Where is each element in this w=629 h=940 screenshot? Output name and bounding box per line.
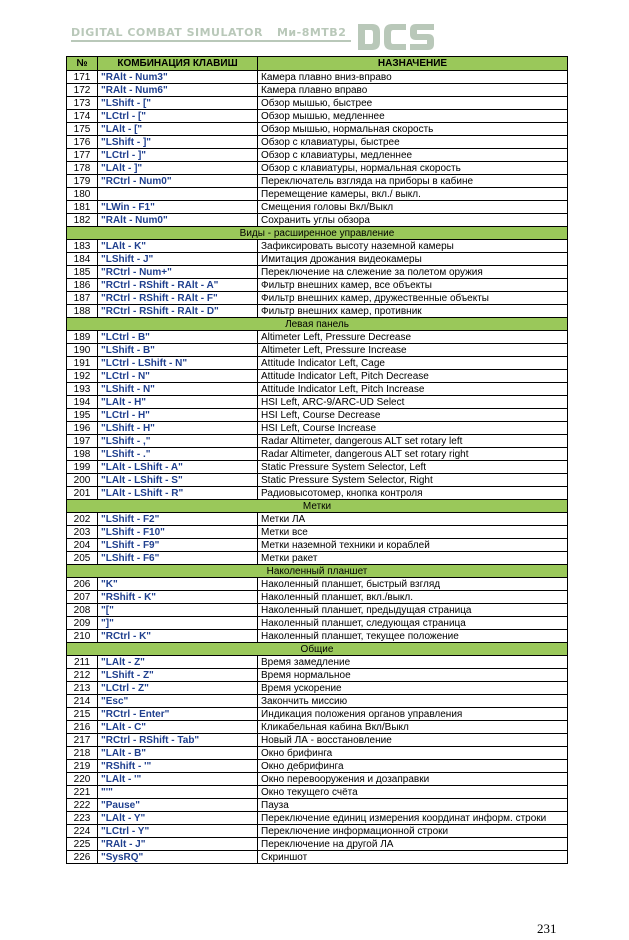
column-header-number: № (67, 57, 98, 71)
table-row (67, 110, 568, 123)
table-row (67, 825, 568, 838)
row-number: 202 (67, 513, 98, 526)
key-combination: "LAlt - LShift - R" (98, 487, 258, 500)
key-combination: "RCtrl - Enter" (98, 708, 258, 721)
key-combination: "'" (98, 786, 258, 799)
section-header-row (67, 227, 568, 240)
key-combination: "RAlt - Num0" (98, 214, 258, 227)
row-description: Камера плавно вправо (258, 84, 568, 97)
key-combination: "LShift - N" (98, 383, 258, 396)
row-description: Фильтр внешних камер, все объекты (258, 279, 568, 292)
row-description: HSI Left, ARC-9/ARC-UD Select (258, 396, 568, 409)
table-row (67, 474, 568, 487)
row-description: Attitude Indicator Left, Cage (258, 357, 568, 370)
row-description: Static Pressure System Selector, Right (258, 474, 568, 487)
key-combination: "RCtrl - RShift - RAlt - F" (98, 292, 258, 305)
row-number: 210 (67, 630, 98, 643)
table-row (67, 760, 568, 773)
table-row (67, 292, 568, 305)
row-number: 186 (67, 279, 98, 292)
document-header (71, 26, 346, 39)
table-row (67, 162, 568, 175)
row-number: 217 (67, 734, 98, 747)
key-combination: "LShift - ." (98, 448, 258, 461)
key-combination: "LAlt - C" (98, 721, 258, 734)
key-combination: "RAlt - Num6" (98, 84, 258, 97)
row-number: 198 (67, 448, 98, 461)
row-description: Имитация дрожания видеокамеры (258, 253, 568, 266)
row-description: Наколенный планшет, быстрый взгляд (258, 578, 568, 591)
table-row (67, 695, 568, 708)
table-row (67, 123, 568, 136)
row-number: 220 (67, 773, 98, 786)
table-row (67, 604, 568, 617)
row-description: Наколенный планшет, вкл./выкл. (258, 591, 568, 604)
table-row (67, 71, 568, 84)
header-rule (71, 40, 351, 42)
table-row (67, 136, 568, 149)
dcs-logo (356, 22, 436, 52)
table-row (67, 383, 568, 396)
row-description: Скриншот (258, 851, 568, 864)
table-row (67, 266, 568, 279)
row-description: Radar Altimeter, dangerous ALT set rotary left (258, 435, 568, 448)
key-combination: "K" (98, 578, 258, 591)
key-combination: "RCtrl - K" (98, 630, 258, 643)
row-description: Новый ЛА - восстановление (258, 734, 568, 747)
header-subtitle: Ми-8МТВ2 (276, 26, 347, 39)
row-number: 200 (67, 474, 98, 487)
table-row (67, 552, 568, 565)
key-combination: "LShift - Z" (98, 669, 258, 682)
row-description: Пауза (258, 799, 568, 812)
row-number: 219 (67, 760, 98, 773)
table-row (67, 253, 568, 266)
row-description: Фильтр внешних камер, дружественные объекты (258, 292, 568, 305)
key-combination: "LShift - H" (98, 422, 258, 435)
row-number: 174 (67, 110, 98, 123)
row-number: 171 (67, 71, 98, 84)
table-row (67, 409, 568, 422)
key-combination: "LAlt - H" (98, 396, 258, 409)
table-row (67, 396, 568, 409)
row-number: 203 (67, 526, 98, 539)
row-description: Radar Altimeter, dangerous ALT set rotary right (258, 448, 568, 461)
row-number: 176 (67, 136, 98, 149)
table-row (67, 448, 568, 461)
key-combination: "LAlt - ]" (98, 162, 258, 175)
row-number: 205 (67, 552, 98, 565)
table-row (67, 149, 568, 162)
row-description: Время нормальное (258, 669, 568, 682)
header-title: DIGITAL COMBAT SIMULATOR (71, 26, 263, 39)
row-number: 178 (67, 162, 98, 175)
table-row (67, 188, 568, 201)
row-description: Переключение на слежение за полетом оружия (258, 266, 568, 279)
key-combination: "LAlt - LShift - S" (98, 474, 258, 487)
page-number: 231 (537, 921, 557, 936)
row-number: 194 (67, 396, 98, 409)
row-description: Окно перевооружения и дозаправки (258, 773, 568, 786)
section-header-row (67, 318, 568, 331)
row-number: 173 (67, 97, 98, 110)
row-description: Обзор мышью, медленнее (258, 110, 568, 123)
column-header-key-combination: КОМБИНАЦИЯ КЛАВИШ (98, 57, 258, 71)
key-combination: "RCtrl - Num+" (98, 266, 258, 279)
key-combination: "Esc" (98, 695, 258, 708)
row-description: Метки ЛА (258, 513, 568, 526)
table-row (67, 97, 568, 110)
key-combination: "]" (98, 617, 258, 630)
key-combination: "LCtrl - ]" (98, 149, 258, 162)
row-number: 172 (67, 84, 98, 97)
key-combination: "LAlt - Y" (98, 812, 258, 825)
row-description: Смещения головы Вкл/Выкл (258, 201, 568, 214)
table-row (67, 201, 568, 214)
row-number: 211 (67, 656, 98, 669)
row-number: 225 (67, 838, 98, 851)
key-combination: "LShift - F9" (98, 539, 258, 552)
section-title: Общие (67, 643, 568, 656)
table-row (67, 786, 568, 799)
row-number: 222 (67, 799, 98, 812)
key-combination: "LShift - F10" (98, 526, 258, 539)
table-row (67, 539, 568, 552)
row-description: Attitude Indicator Left, Pitch Decrease (258, 370, 568, 383)
table-row (67, 422, 568, 435)
key-combination: "LAlt - Z" (98, 656, 258, 669)
row-description: Окно дебрифинга (258, 760, 568, 773)
row-number: 188 (67, 305, 98, 318)
section-title: Метки (67, 500, 568, 513)
key-combination: "SysRQ" (98, 851, 258, 864)
row-number: 185 (67, 266, 98, 279)
table-row (67, 344, 568, 357)
row-description: Переключатель взгляда на приборы в кабине (258, 175, 568, 188)
table-row (67, 812, 568, 825)
key-combination: "LCtrl - N" (98, 370, 258, 383)
row-description: Зафиксировать высоту наземной камеры (258, 240, 568, 253)
table-row (67, 721, 568, 734)
row-number: 180 (67, 188, 98, 201)
row-number: 209 (67, 617, 98, 630)
table-row (67, 331, 568, 344)
section-header-row (67, 565, 568, 578)
row-number: 189 (67, 331, 98, 344)
row-description: Static Pressure System Selector, Left (258, 461, 568, 474)
row-number: 184 (67, 253, 98, 266)
section-title: Виды - расширенное управление (67, 227, 568, 240)
key-combination: "Pause" (98, 799, 258, 812)
row-description: Наколенный планшет, следующая страница (258, 617, 568, 630)
row-number: 195 (67, 409, 98, 422)
row-number: 197 (67, 435, 98, 448)
section-header-row (67, 643, 568, 656)
table-row (67, 591, 568, 604)
row-number: 218 (67, 747, 98, 760)
table-row (67, 240, 568, 253)
table-header-row (67, 57, 568, 71)
key-combination: "LShift - B" (98, 344, 258, 357)
table-body (67, 71, 568, 864)
table-row (67, 669, 568, 682)
row-description: Переключение информационной строки (258, 825, 568, 838)
row-description: Переключение на другой ЛА (258, 838, 568, 851)
table-row (67, 305, 568, 318)
key-combination: "[" (98, 604, 258, 617)
table-row (67, 708, 568, 721)
key-combination: "RAlt - J" (98, 838, 258, 851)
table-row (67, 838, 568, 851)
row-number: 213 (67, 682, 98, 695)
key-combination: "LCtrl - Z" (98, 682, 258, 695)
table-row (67, 799, 568, 812)
row-description: Время замедление (258, 656, 568, 669)
key-combination: "LShift - ," (98, 435, 258, 448)
row-number: 192 (67, 370, 98, 383)
row-description: Наколенный планшет, предыдущая страница (258, 604, 568, 617)
key-combination: "LAlt - B" (98, 747, 258, 760)
row-description: Время ускорение (258, 682, 568, 695)
table-row (67, 682, 568, 695)
key-combination: "LAlt - LShift - A" (98, 461, 258, 474)
key-combination: "RCtrl - RShift - RAlt - D" (98, 305, 258, 318)
row-number: 179 (67, 175, 98, 188)
row-number: 226 (67, 851, 98, 864)
row-description: Обзор с клавиатуры, нормальная скорость (258, 162, 568, 175)
row-description: Фильтр внешних камер, противник (258, 305, 568, 318)
row-number: 206 (67, 578, 98, 591)
row-number: 214 (67, 695, 98, 708)
row-description: Обзор с клавиатуры, медленнее (258, 149, 568, 162)
row-number: 223 (67, 812, 98, 825)
row-number: 183 (67, 240, 98, 253)
table-row (67, 357, 568, 370)
row-description: Закончить миссию (258, 695, 568, 708)
column-header-description: НАЗНАЧЕНИЕ (258, 57, 568, 71)
row-description: Обзор мышью, нормальная скорость (258, 123, 568, 136)
row-number: 215 (67, 708, 98, 721)
table-row (67, 461, 568, 474)
row-number: 221 (67, 786, 98, 799)
row-number: 193 (67, 383, 98, 396)
key-combination: "LShift - F2" (98, 513, 258, 526)
row-number: 224 (67, 825, 98, 838)
key-combination: "LAlt - K" (98, 240, 258, 253)
row-description: Радиовысотомер, кнопка контроля (258, 487, 568, 500)
section-header-row (67, 500, 568, 513)
table-row (67, 773, 568, 786)
key-combination: "RShift - '" (98, 760, 258, 773)
key-combination: "RShift - K" (98, 591, 258, 604)
row-number: 175 (67, 123, 98, 136)
row-description: Сохранить углы обзора (258, 214, 568, 227)
row-number: 212 (67, 669, 98, 682)
key-combination: "LCtrl - H" (98, 409, 258, 422)
row-description: Перемещение камеры, вкл./ выкл. (258, 188, 568, 201)
table-row (67, 370, 568, 383)
row-description: Окно текущего счёта (258, 786, 568, 799)
key-combination: "LCtrl - Y" (98, 825, 258, 838)
row-description: Метки наземной техники и кораблей (258, 539, 568, 552)
key-combination: "LAlt - [" (98, 123, 258, 136)
row-description: Attitude Indicator Left, Pitch Increase (258, 383, 568, 396)
row-description: Индикация положения органов управления (258, 708, 568, 721)
table-row (67, 84, 568, 97)
key-combination: "RCtrl - RShift - Tab" (98, 734, 258, 747)
row-description: Наколенный планшет, текущее положение (258, 630, 568, 643)
key-combination: "LShift - F6" (98, 552, 258, 565)
key-combination: "LAlt - '" (98, 773, 258, 786)
row-number: 201 (67, 487, 98, 500)
row-description: Переключение единиц измерения координат информ. строки (258, 812, 568, 825)
table-row (67, 526, 568, 539)
key-combination: "LShift - [" (98, 97, 258, 110)
row-number: 190 (67, 344, 98, 357)
row-number: 177 (67, 149, 98, 162)
key-combination (98, 188, 258, 201)
table-row (67, 630, 568, 643)
key-combination: "LCtrl - LShift - N" (98, 357, 258, 370)
key-combination: "LShift - J" (98, 253, 258, 266)
table-row (67, 279, 568, 292)
row-description: Метки все (258, 526, 568, 539)
row-number: 199 (67, 461, 98, 474)
key-bindings-table (66, 56, 568, 864)
table-row (67, 851, 568, 864)
row-number: 216 (67, 721, 98, 734)
table-row (67, 513, 568, 526)
key-combination: "LCtrl - [" (98, 110, 258, 123)
table-row (67, 747, 568, 760)
row-description: Altimeter Left, Pressure Decrease (258, 331, 568, 344)
row-description: Обзор с клавиатуры, быстрее (258, 136, 568, 149)
row-number: 208 (67, 604, 98, 617)
row-number: 191 (67, 357, 98, 370)
row-description: HSI Left, Course Decrease (258, 409, 568, 422)
row-description: Обзор мышью, быстрее (258, 97, 568, 110)
table-row (67, 214, 568, 227)
table-row (67, 734, 568, 747)
table-row (67, 617, 568, 630)
row-number: 196 (67, 422, 98, 435)
table-row (67, 487, 568, 500)
key-combination: "LCtrl - B" (98, 331, 258, 344)
row-number: 181 (67, 201, 98, 214)
row-description: Окно брифинга (258, 747, 568, 760)
row-description: Камера плавно вниз-вправо (258, 71, 568, 84)
row-number: 187 (67, 292, 98, 305)
row-description: Кликабельная кабина Вкл/Выкл (258, 721, 568, 734)
row-number: 182 (67, 214, 98, 227)
table-row (67, 656, 568, 669)
key-combination: "RCtrl - RShift - RAlt - A" (98, 279, 258, 292)
row-description: HSI Left, Course Increase (258, 422, 568, 435)
row-number: 204 (67, 539, 98, 552)
table-row (67, 175, 568, 188)
section-title: Левая панель (67, 318, 568, 331)
row-description: Altimeter Left, Pressure Increase (258, 344, 568, 357)
key-combination: "RCtrl - Num0" (98, 175, 258, 188)
key-combination: "RAlt - Num3" (98, 71, 258, 84)
key-combination: "LShift - ]" (98, 136, 258, 149)
table-row (67, 578, 568, 591)
table-row (67, 435, 568, 448)
row-description: Метки ракет (258, 552, 568, 565)
key-combination: "LWin - F1" (98, 201, 258, 214)
row-number: 207 (67, 591, 98, 604)
section-title: Наколенный планшет (67, 565, 568, 578)
